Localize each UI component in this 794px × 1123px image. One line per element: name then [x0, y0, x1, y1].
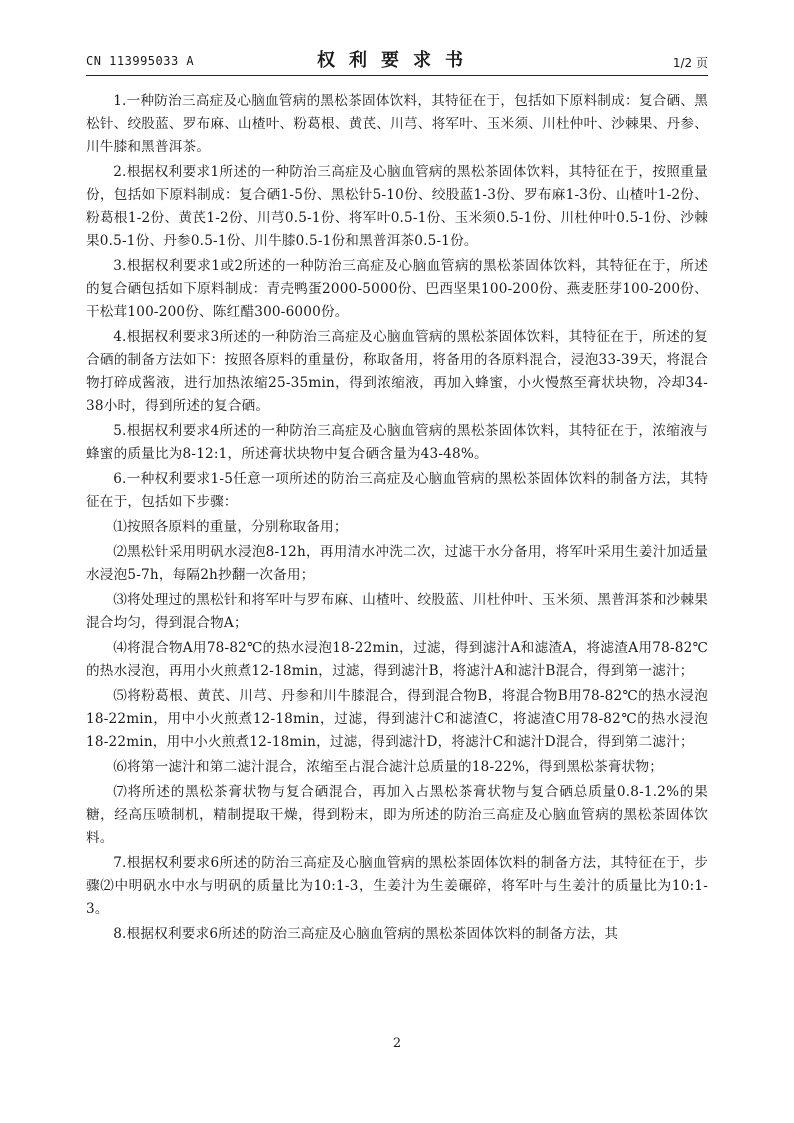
page-number: 2: [392, 1036, 402, 1051]
page-indicator: 1/2 页: [672, 56, 708, 70]
claims-body: [86, 90, 708, 946]
claim-6-step-2: ⑵黑松针采用明矾水浸泡8-12h，再用清水冲洗二次，过滤干水分备用，将军叶采用生姜汁加适量水浸泡5-7h，每隔2h抄翻一次备用；: [86, 544, 708, 583]
claim-6-step-7: ⑺将所述的黑松茶膏状物与复合硒混合，再加入占黑松茶膏状物与复合硒总质量0.8-1.2%的果糖，经高压喷制机，精制提取干燥，得到粉末，即为所述的防治三高症及心脑血管病的黑松茶固体饮料。: [86, 784, 708, 846]
claim-7: 7.根据权利要求6所述的防治三高症及心脑血管病的黑松茶固体饮料的制备方法，其特征在于，步骤⑵中明矾水中水与明矾的质量比为10:1-3，生姜汁为生姜碾碎，将军叶与生姜汁的质量比为10:1-3。: [86, 855, 708, 917]
claim-6-step-1: ⑴按照各原料的重量，分别称取备用；: [113, 519, 348, 535]
claim-6: 6.一种权利要求1-5任意一项所述的防治三高症及心脑血管病的黑松茶固体饮料的制备方法，其特征在于，包括如下步骤：: [86, 471, 708, 510]
claim-6-step-6: ⑹将第一滤汁和第二滤汁混合，浓缩至占混合滤汁总质量的18-22%，得到黑松茶膏状物；: [113, 759, 664, 775]
claim-6-step-3: ⑶将处理过的黑松针和将军叶与罗布麻、山楂叶、绞股蓝、川杜仲叶、玉米须、黑普洱茶和沙棘果混合均匀，得到混合物A；: [86, 592, 708, 631]
claim-6-step-4: ⑷将混合物A用78-82℃的热水浸泡18-22min，过滤，得到滤汁A和滤渣A，将滤渣A用78-82℃的热水浸泡，再用小火煎煮12-18min，过滤，得到滤汁B，将滤汁A和滤汁B混合，得到第一滤汁；: [86, 640, 708, 679]
claim-5: 5.根据权利要求4所述的一种防治三高症及心脑血管病的黑松茶固体饮料，其特征在于，浓缩液与蜂蜜的质量比为8-12:1，所述膏状块物中复合硒含量为43-48%。: [86, 423, 708, 462]
claim-6-step-5: ⑸将粉葛根、黄芪、川芎、丹参和川牛膝混合，得到混合物B，将混合物B用78-82℃的热水浸泡18-22min，用中小火煎煮12-18min，过滤，得到滤汁C和滤渣C，将滤渣C用78-82℃的热水浸泡18-22min，用中小火煎煮12-18min，过滤，得到滤汁D，将滤汁C和滤汁D混合，得到第二滤汁；: [86, 688, 708, 750]
claim-1: 1.一种防治三高症及心脑血管病的黑松茶固体饮料，其特征在于，包括如下原料制成：复合硒、黑松针、绞股蓝、罗布麻、山楂叶、粉葛根、黄芪、川芎、将军叶、玉米须、川杜仲叶、沙棘果、丹参、川牛膝和黑普洱茶。: [86, 93, 708, 155]
header-divider: [86, 75, 708, 76]
page-header: [86, 46, 708, 72]
claim-2: 2.根据权利要求1所述的一种防治三高症及心脑血管病的黑松茶固体饮料，其特征在于，按照重量份，包括如下原料制成：复合硒1-5份、黑松针5-10份、绞股蓝1-3份、罗布麻1-3份、山楂叶1-2份、粉葛根1-2份、黄芪1-2份、川芎0.5-1份、将军叶0.5-1份、玉米须0.5-1份、川杜仲叶0.5-1份、沙棘果0.5-1份、丹参0.5-1份、川牛膝0.5-1份和黑普洱茶0.5-1份。: [86, 164, 708, 249]
publication-number: CN 113995033 A: [86, 54, 195, 68]
claim-3: 3.根据权利要求1或2所述的一种防治三高症及心脑血管病的黑松茶固体饮料，其特征在于，所述的复合硒包括如下原料制成：青壳鸭蛋2000-5000份、巴西坚果100-200份、燕麦胚芽100-200份、干松茸100-200份、陈红醋300-6000份。: [86, 258, 708, 320]
claim-4: 4.根据权利要求3所述的一种防治三高症及心脑血管病的黑松茶固体饮料，其特征在于，所述的复合硒的制备方法如下：按照各原料的重量份，称取备用，将备用的各原料混合，浸泡33-39天，将混合物打碎成酱液，进行加热浓缩25-35min，得到浓缩液，再加入蜂蜜，小火慢熬至膏状块物，冷却34-38小时，得到所述的复合硒。: [86, 329, 708, 414]
document-title: 权利要求书: [317, 50, 477, 71]
claim-8: 8.根据权利要求6所述的防治三高症及心脑血管病的黑松茶固体饮料的制备方法，其: [113, 926, 619, 942]
